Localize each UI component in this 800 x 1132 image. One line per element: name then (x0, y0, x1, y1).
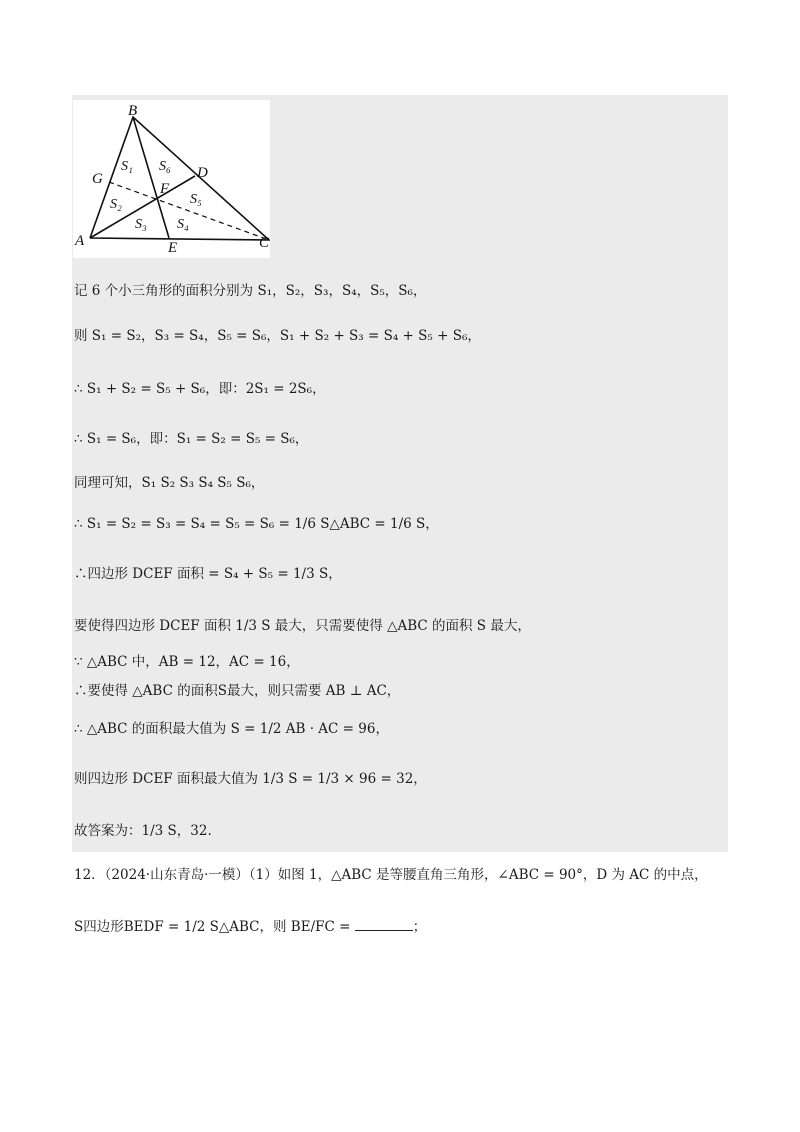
label-s2: S₂ (110, 197, 122, 212)
answer-blank[interactable] (355, 918, 413, 931)
segment-gc-dashed (109, 182, 269, 240)
solution-line-2: 则 S₁ = S₂，S₃ = S₄，S₅ = S₆，S₁ + S₂ + S₃ = S₄ + S₅ + S₆， (74, 328, 481, 344)
solution-line-6: ∴ S₁ = S₂ = S₃ = S₄ = S₅ = S₆ = 1/6 S△ABC = 1/6 S， (74, 516, 439, 532)
solution-line-4: ∴ S₁ = S₆，即：S₁ = S₂ = S₅ = S₆， (74, 431, 309, 447)
label-s3: S₃ (135, 217, 147, 232)
question-12-suffix: ； (412, 919, 427, 935)
label-e: E (168, 240, 178, 256)
solution-line-8: 要使得四边形 DCEF 面积 1/3 S 最大，只需要使得 △ABC 的面积 S 最大， (74, 618, 531, 634)
label-b: B (128, 103, 138, 119)
solution-line-12: 则四边形 DCEF 面积最大值为 1/3 S = 1/3 × 96 = 32， (74, 771, 427, 787)
question-12-line-1: 12．（2024·山东青岛·一模）（1）如图 1，△ABC 是等腰直角三角形，∠ABC = 90°，D 为 AC 的中点， (74, 867, 708, 883)
triangle-figure (73, 100, 270, 258)
solution-line-7: ∴四边形 DCEF 面积 = S₄ + S₅ = 1/3 S， (74, 566, 342, 582)
label-g: G (92, 171, 103, 187)
solution-line-10: ∴要使得 △ABC 的面积S最大，则只需要 AB ⊥ AC， (74, 683, 401, 699)
solution-line-3: ∴ S₁ + S₂ = S₅ + S₆，即：2S₁ = 2S₆， (74, 381, 326, 397)
solution-line-1: 记 6 个小三角形的面积分别为 S₁，S₂，S₃，S₄，S₅，S₆， (74, 283, 427, 299)
label-s5: S₅ (190, 192, 202, 207)
question-12-line-2 (74, 915, 426, 935)
solution-line-5: 同理可知，S₁ S₂ S₃ S₄ S₅ S₆， (74, 475, 265, 491)
question-12-formula: S四边形BEDF = 1/2 S△ABC，则 BE/FC = (74, 919, 351, 935)
label-s1: S₁ (121, 159, 133, 174)
label-s6: S₆ (159, 159, 171, 174)
label-d: D (197, 165, 208, 181)
solution-line-11: ∴ △ABC 的面积最大值为 S = 1/2 AB · AC = 96， (74, 721, 389, 737)
solution-line-9: ∵ △ABC 中，AB = 12，AC = 16， (74, 654, 300, 670)
label-f: F (160, 181, 170, 197)
solution-line-13: 故答案为：1/3 S，32. (74, 823, 212, 839)
triangle-diagram (73, 100, 270, 258)
label-a: A (75, 233, 85, 249)
label-c: C (259, 235, 270, 251)
label-s4: S₄ (177, 217, 189, 232)
